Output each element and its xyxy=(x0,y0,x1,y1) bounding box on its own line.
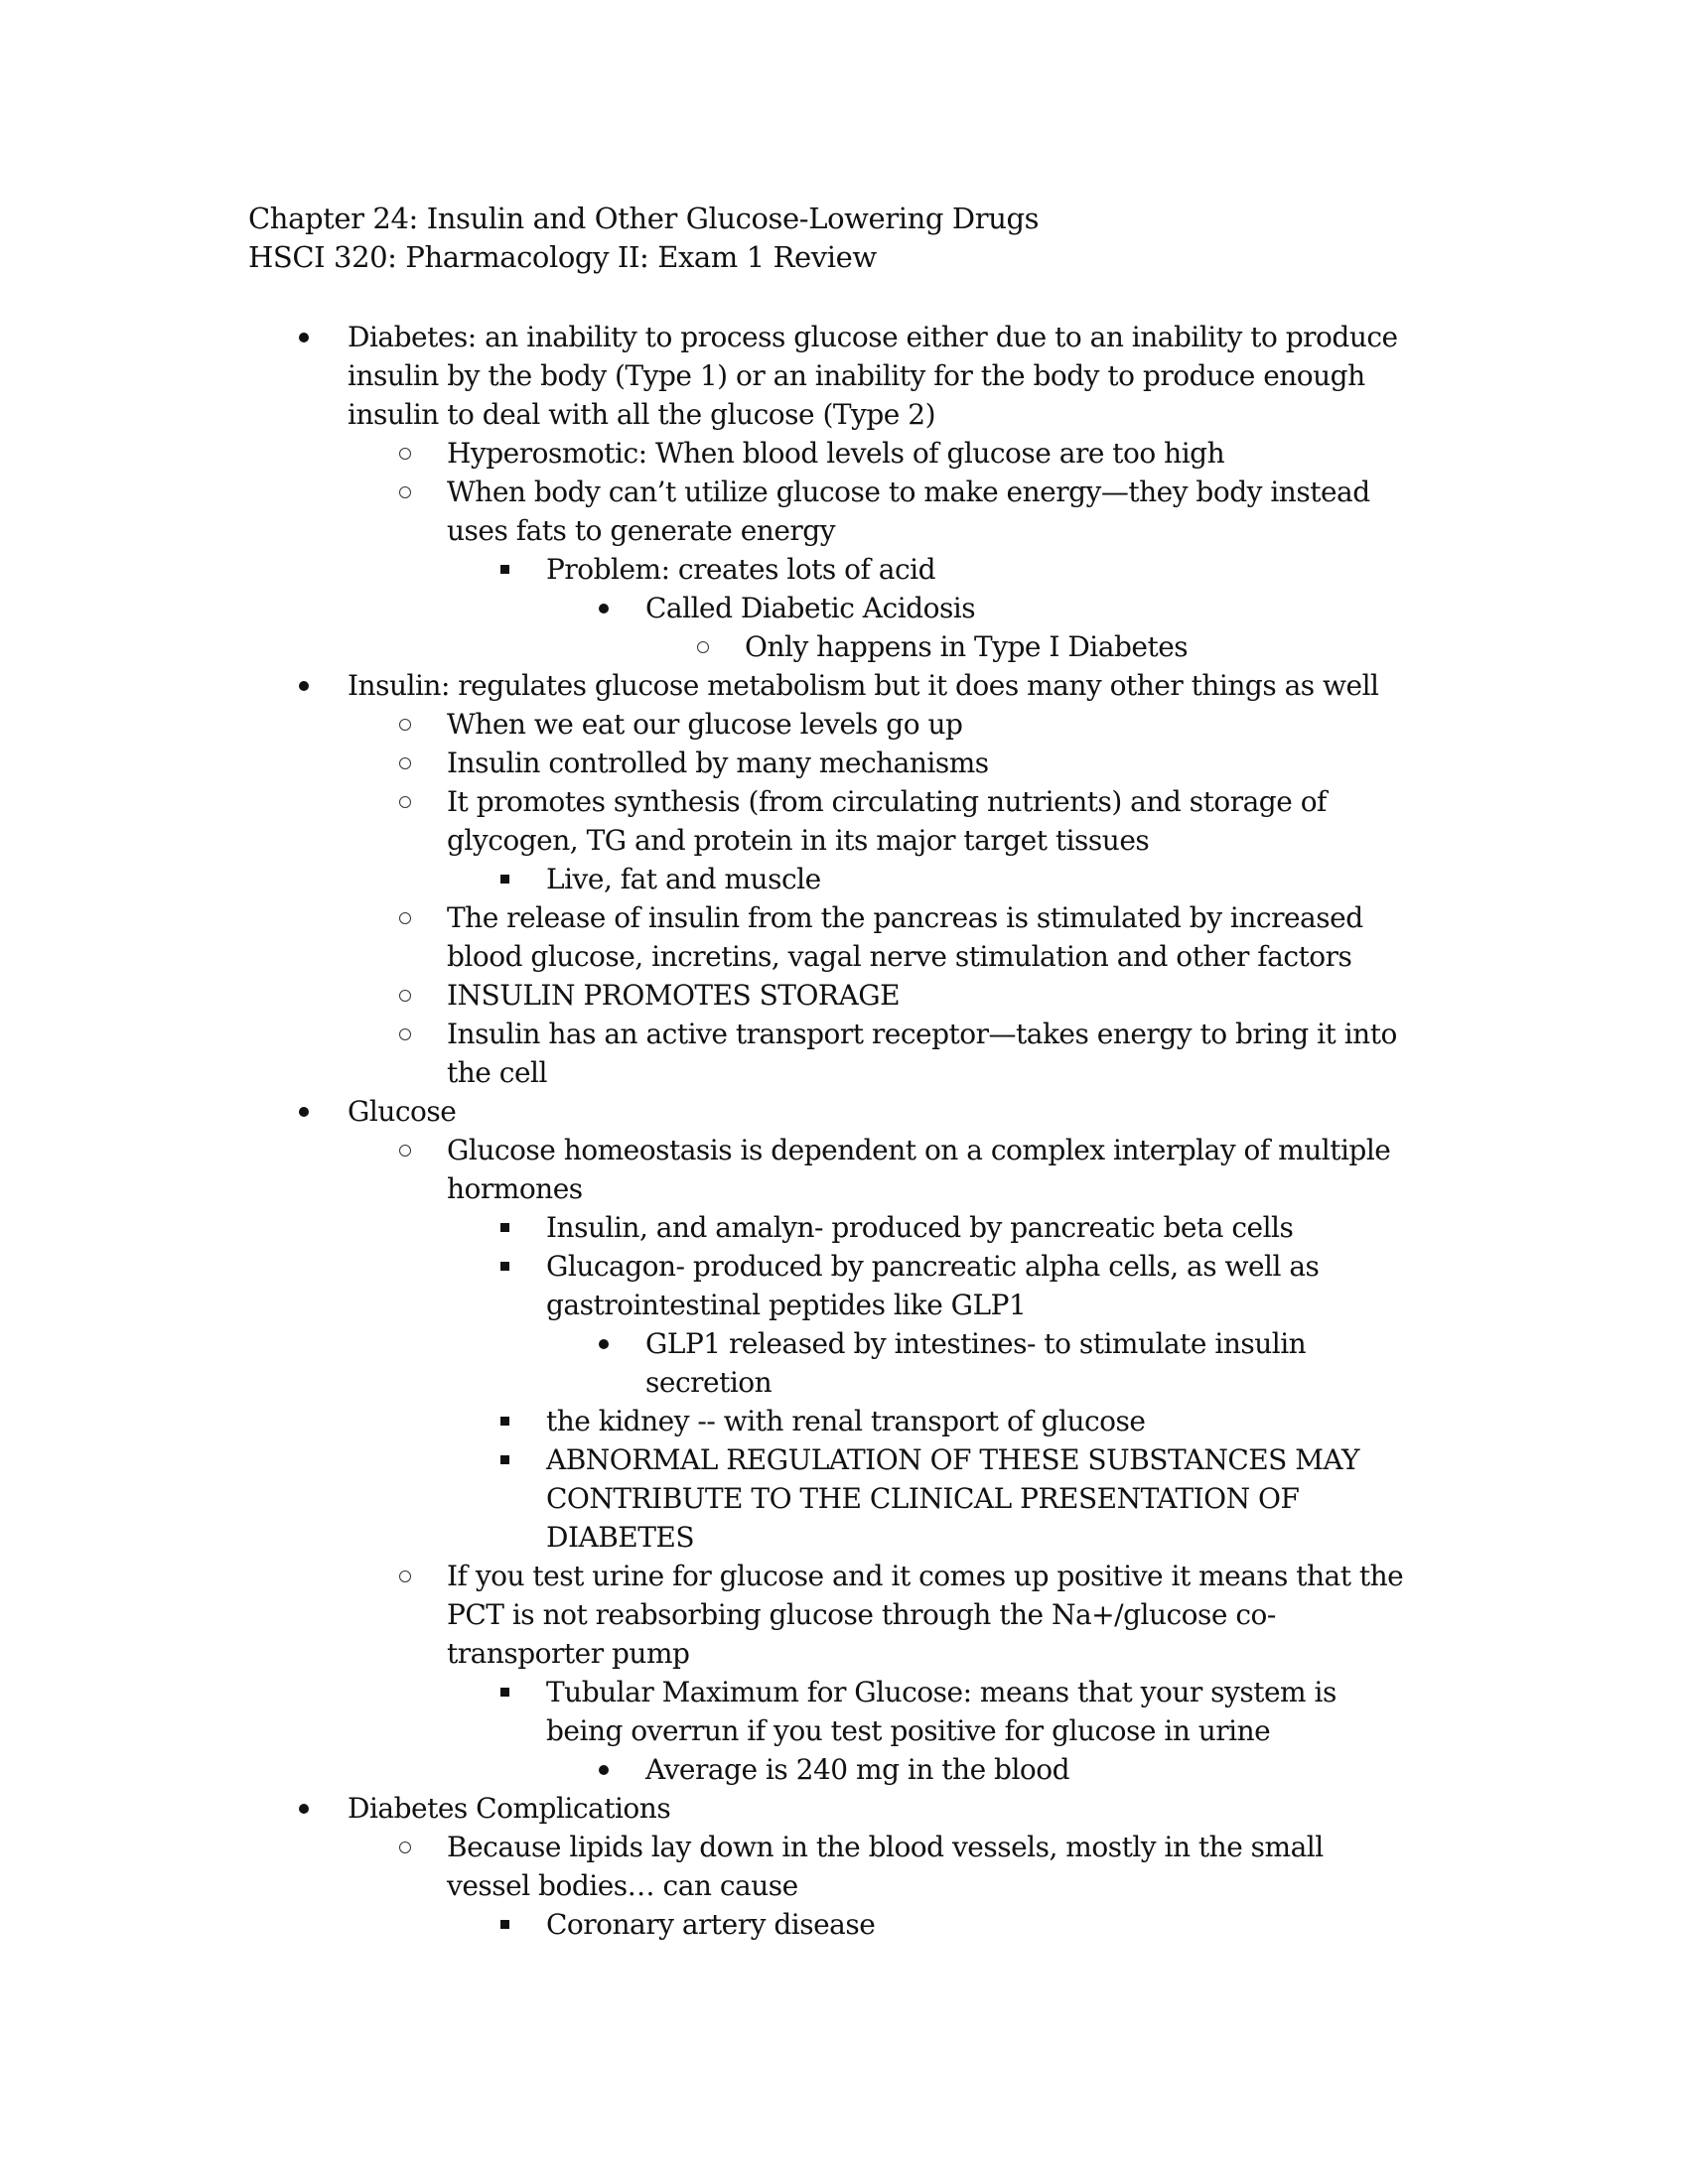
outline-item-text: Glucose xyxy=(348,1095,457,1128)
outline-item-text: Insulin: regulates glucose metabolism but it does many other things as well xyxy=(348,669,1379,702)
outline-item-text: When body can’t utilize glucose to make energy—they body instead xyxy=(447,476,1370,508)
outline-item-text: CONTRIBUTE TO THE CLINICAL PRESENTATION OF xyxy=(546,1482,1300,1515)
outline-item-level-4 xyxy=(0,1324,1688,1402)
outline-item-level-4 xyxy=(0,589,1688,627)
outline-item-text: being overrun if you test positive for glucose in urine xyxy=(546,1714,1271,1747)
filled-bullet-icon xyxy=(294,318,314,356)
hollow-bullet-icon xyxy=(395,434,415,473)
hollow-bullet-icon xyxy=(395,705,415,744)
outline-item-level-4 xyxy=(0,1750,1688,1789)
outline-item-level-2 xyxy=(0,473,1688,550)
outline-item-text: insulin by the body (Type 1) or an inability for the body to produce enough xyxy=(348,359,1365,392)
outline-item-level-3 xyxy=(0,1673,1688,1750)
outline-item-text: If you test urine for glucose and it comes up positive it means that the xyxy=(447,1560,1404,1592)
filled-bullet-icon xyxy=(294,666,314,705)
square-bullet-icon xyxy=(494,1208,514,1247)
outline-item-text: Because lipids lay down in the blood vessels, mostly in the small xyxy=(447,1831,1324,1863)
outline-item-text: PCT is not reabsorbing glucose through the Na+/glucose co- xyxy=(447,1598,1276,1631)
document-title: Chapter 24: Insulin and Other Glucose-Lowering Drugs xyxy=(248,202,1040,235)
document-subtitle: HSCI 320: Pharmacology II: Exam 1 Review xyxy=(248,240,877,274)
outline-item-text: uses fats to generate energy xyxy=(447,514,836,547)
outline-item-text: Average is 240 mg in the blood xyxy=(645,1753,1070,1786)
outline-item-level-3 xyxy=(0,1208,1688,1247)
hollow-bullet-icon xyxy=(395,898,415,937)
outline-item-level-2 xyxy=(0,1131,1688,1208)
outline-item-level-1 xyxy=(0,666,1688,705)
hollow-bullet-icon xyxy=(395,782,415,821)
square-bullet-icon xyxy=(494,860,514,898)
outline-item-level-3 xyxy=(0,1402,1688,1440)
outline-item-text: It promotes synthesis (from circulating nutrients) and storage of xyxy=(447,785,1327,818)
hollow-bullet-icon xyxy=(395,976,415,1015)
outline-item-level-3 xyxy=(0,1247,1688,1324)
outline-item-text: Problem: creates lots of acid xyxy=(546,553,936,586)
outline-item-level-3 xyxy=(0,1440,1688,1557)
hollow-bullet-icon xyxy=(693,627,713,666)
outline-item-level-2 xyxy=(0,434,1688,473)
hollow-bullet-icon xyxy=(395,1828,415,1866)
outline-item-text: the kidney -- with renal transport of glucose xyxy=(546,1405,1146,1437)
hollow-bullet-icon xyxy=(395,744,415,782)
outline-item-text: Glucose homeostasis is dependent on a complex interplay of multiple xyxy=(447,1134,1391,1166)
square-bullet-icon xyxy=(494,1440,514,1479)
outline-item-level-5 xyxy=(0,627,1688,666)
outline-item-text: transporter pump xyxy=(447,1637,690,1670)
outline-item-level-2 xyxy=(0,705,1688,744)
outline-item-text: Live, fat and muscle xyxy=(546,863,821,895)
outline-item-text: DIABETES xyxy=(546,1521,695,1554)
outline-item-text: The release of insulin from the pancreas is stimulated by increased xyxy=(447,901,1363,934)
outline-item-level-2 xyxy=(0,976,1688,1015)
square-bullet-icon xyxy=(494,1247,514,1286)
filled-bullet-icon xyxy=(294,1092,314,1131)
outline-item-text: Glucagon- produced by pancreatic alpha cells, as well as xyxy=(546,1250,1320,1283)
outline-item-level-1 xyxy=(0,318,1688,434)
outline-item-level-1 xyxy=(0,1789,1688,1828)
outline-item-text: Diabetes: an inability to process glucose either due to an inability to produce xyxy=(348,321,1398,353)
outline-item-text: Diabetes Complications xyxy=(348,1792,671,1825)
outline-item-text: Called Diabetic Acidosis xyxy=(645,592,976,624)
hollow-bullet-icon xyxy=(395,1557,415,1595)
outline-item-text: secretion xyxy=(645,1366,773,1399)
outline-item-text: GLP1 released by intestines- to stimulate insulin xyxy=(645,1327,1307,1360)
outline-item-text: When we eat our glucose levels go up xyxy=(447,708,963,741)
outline-item-text: gastrointestinal peptides like GLP1 xyxy=(546,1289,1027,1321)
outline-item-level-2 xyxy=(0,1828,1688,1905)
outline-item-text: ABNORMAL REGULATION OF THESE SUBSTANCES MAY xyxy=(546,1443,1360,1476)
square-bullet-icon xyxy=(494,1905,514,1944)
outline-item-level-3 xyxy=(0,1905,1688,1944)
outline-item-text: Coronary artery disease xyxy=(546,1908,876,1941)
filled-bullet-icon xyxy=(294,1789,314,1828)
outline-item-text: Insulin has an active transport receptor—takes energy to bring it into xyxy=(447,1018,1397,1050)
outline-item-level-1 xyxy=(0,1092,1688,1131)
hollow-bullet-icon xyxy=(395,473,415,511)
hollow-bullet-icon xyxy=(395,1131,415,1169)
outline-item-text: Insulin controlled by many mechanisms xyxy=(447,747,989,779)
outline-item-level-2 xyxy=(0,898,1688,976)
square-bullet-icon xyxy=(494,1402,514,1440)
outline-item-level-2 xyxy=(0,744,1688,782)
outline-list xyxy=(0,318,1688,1944)
outline-item-text: glycogen, TG and protein in its major target tissues xyxy=(447,824,1150,857)
outline-item-text: INSULIN PROMOTES STORAGE xyxy=(447,979,901,1012)
filled-bullet-icon xyxy=(594,589,614,627)
outline-item-text: the cell xyxy=(447,1056,547,1089)
outline-item-level-2 xyxy=(0,1015,1688,1092)
outline-item-text: Only happens in Type I Diabetes xyxy=(745,630,1189,663)
outline-item-level-2 xyxy=(0,1557,1688,1673)
outline-item-text: insulin to deal with all the glucose (Type 2) xyxy=(348,398,935,431)
filled-bullet-icon xyxy=(594,1324,614,1363)
square-bullet-icon xyxy=(494,1673,514,1711)
hollow-bullet-icon xyxy=(395,1015,415,1053)
outline-item-text: Hyperosmotic: When blood levels of glucose are too high xyxy=(447,437,1225,470)
outline-item-text: vessel bodies… can cause xyxy=(447,1869,798,1902)
filled-bullet-icon xyxy=(594,1750,614,1789)
outline-item-text: blood glucose, incretins, vagal nerve stimulation and other factors xyxy=(447,940,1352,973)
outline-item-level-3 xyxy=(0,550,1688,589)
outline-item-text: Insulin, and amalyn- produced by pancreatic beta cells xyxy=(546,1211,1294,1244)
outline-item-level-2 xyxy=(0,782,1688,860)
outline-item-text: Tubular Maximum for Glucose: means that your system is xyxy=(546,1676,1336,1708)
outline-item-level-3 xyxy=(0,860,1688,898)
square-bullet-icon xyxy=(494,550,514,589)
outline-item-text: hormones xyxy=(447,1172,583,1205)
